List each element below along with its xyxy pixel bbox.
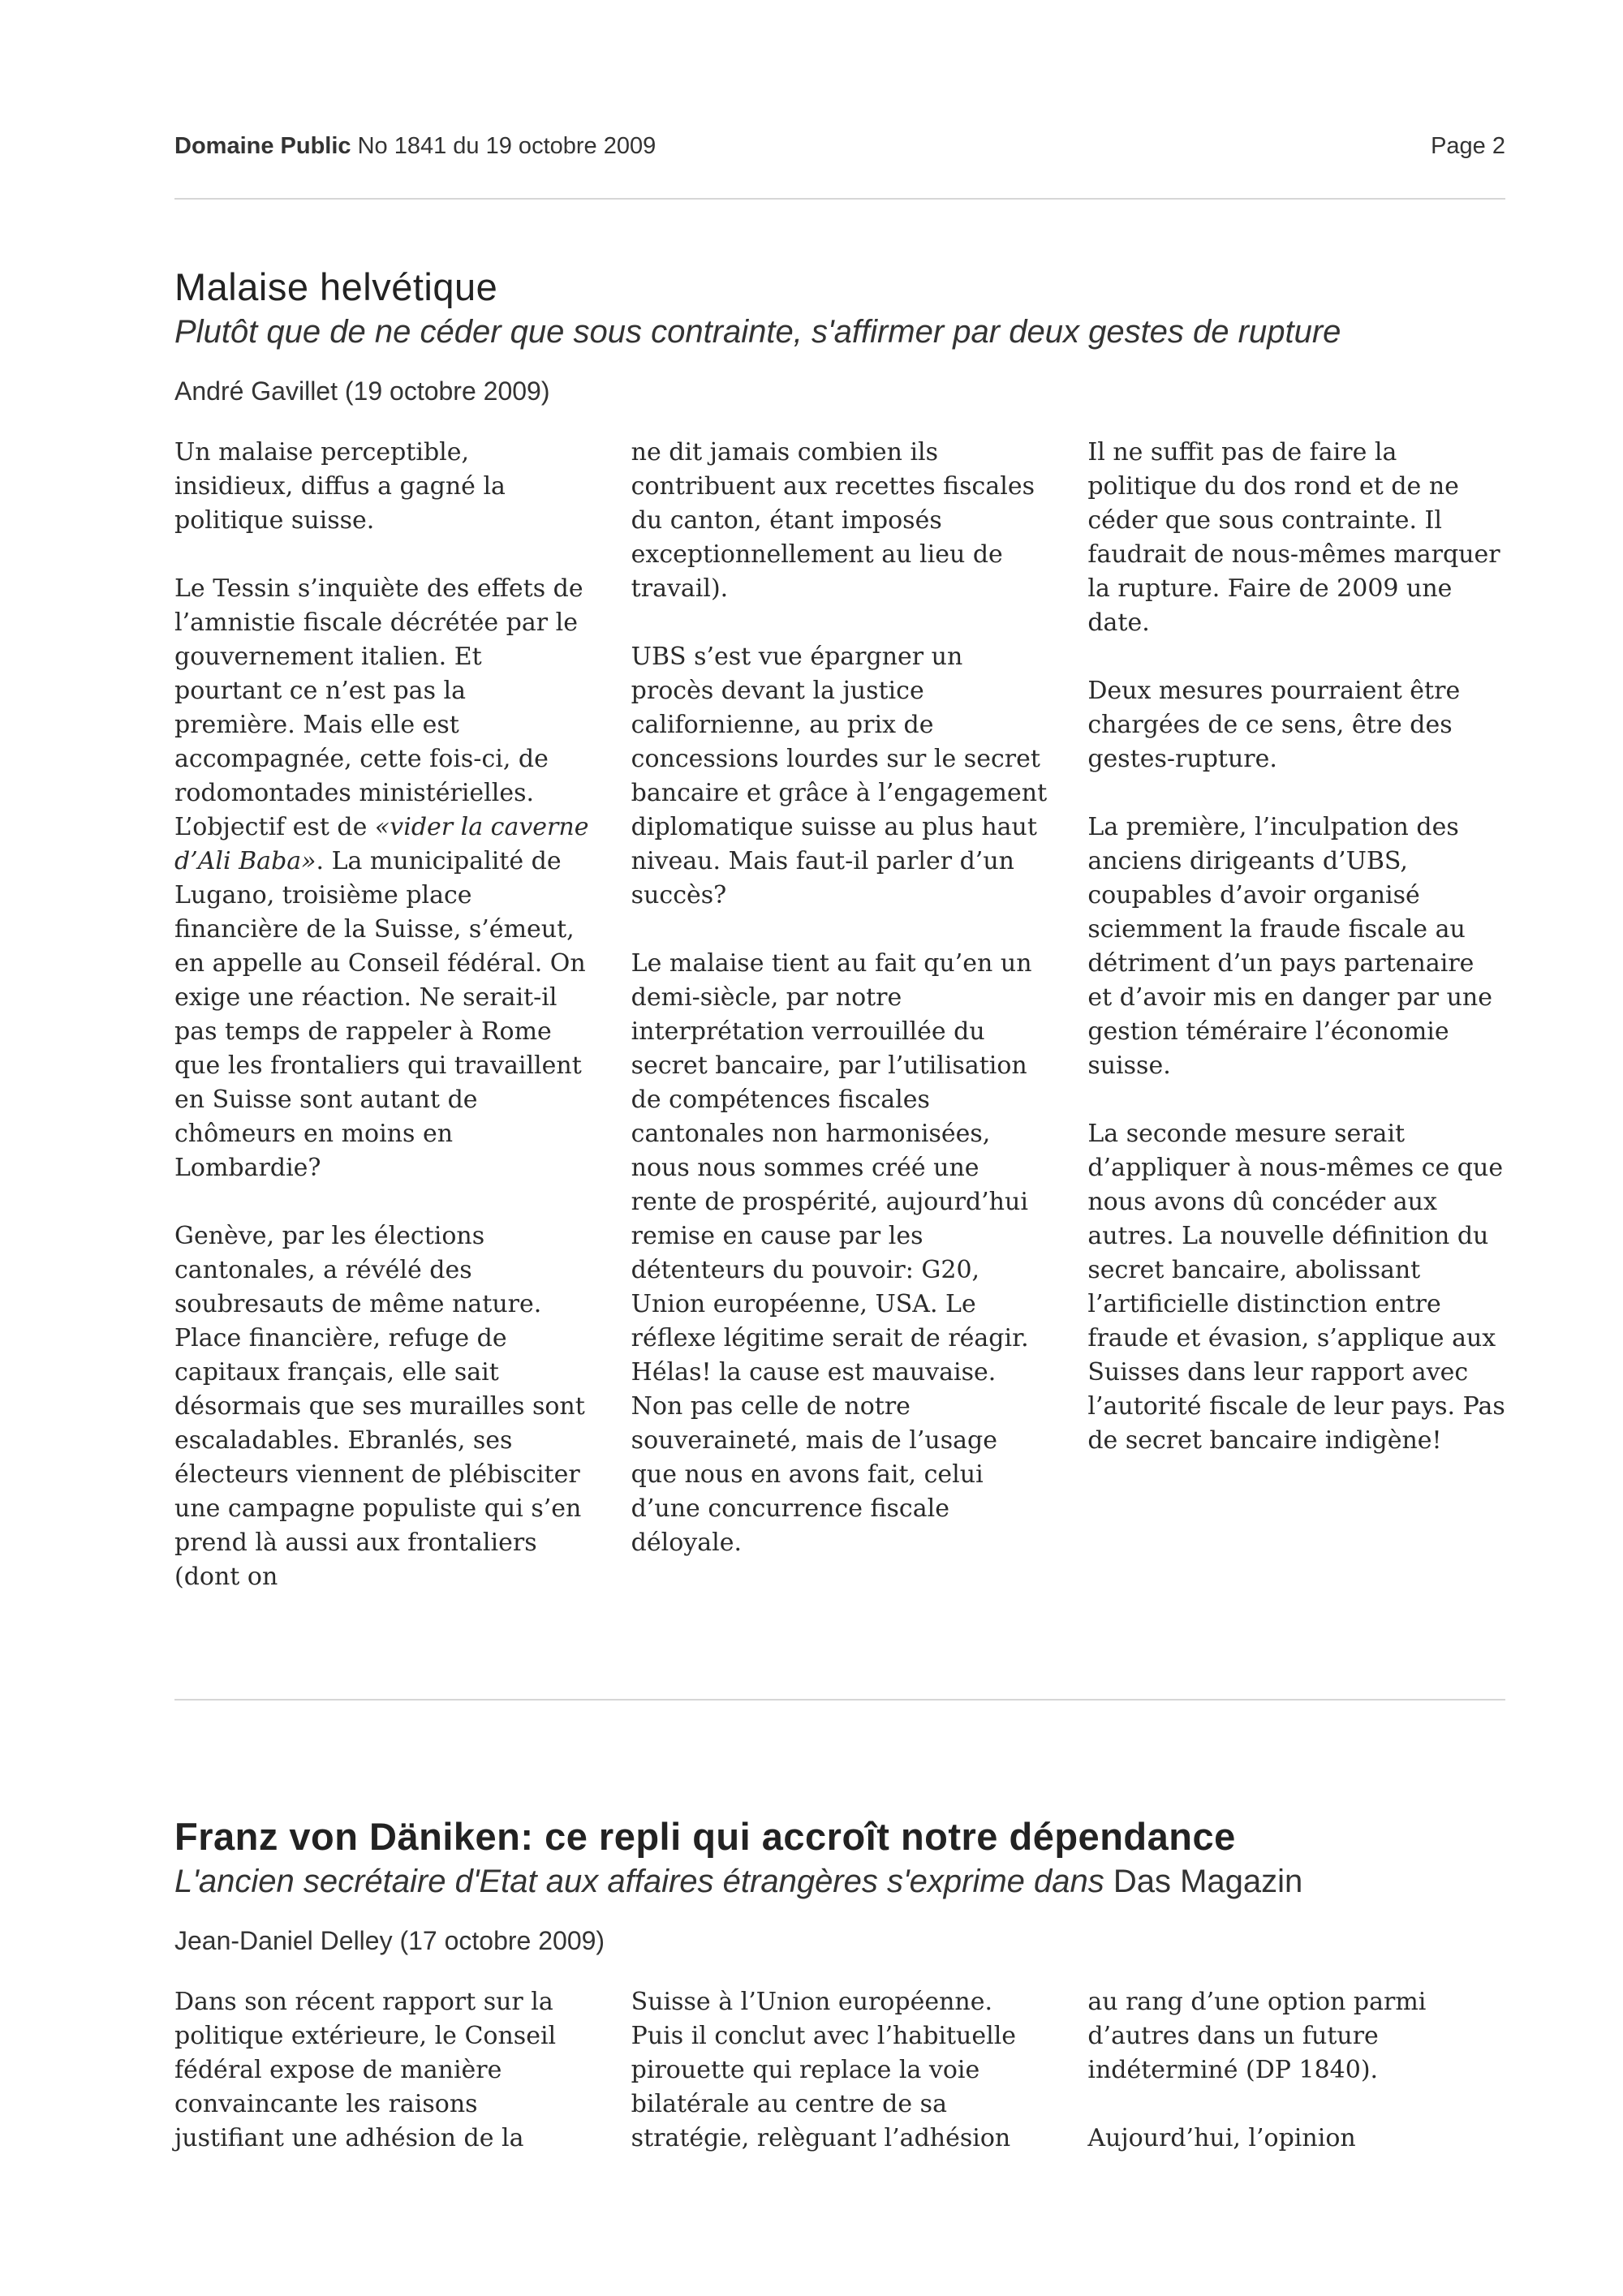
magazine-name: Das Magazin <box>1113 1864 1303 1899</box>
paragraph: au rang d’une option parmi d’autres dans un future indéterminé (DP 1840). <box>1087 1988 1427 2084</box>
article-subtitle: Plutôt que de ne céder que sous contrainte, s'affirmer par deux gestes de rupture <box>174 314 1341 350</box>
paragraph: Le malaise tient au fait qu’en un demi-siècle, par notre interprétation verrouillée du secret bancaire, par l’utilisation de compétences fiscales cantonales non harmonisées, nous nous sommes créé une rente de prospérité, aujourd’hui remise en cause par les détenteurs du pouvoir: G20, Union européenne, USA. Le réflexe légitime serait de réagir. Hélas! la cause est mauvaise. Non pas celle de notre souveraineté, mais de l’usage que nous en avons fait, celui d’une concurrence fiscale déloyale. <box>631 949 1032 1557</box>
paragraph: Aujourd’hui, l’opinion <box>1087 2124 1356 2152</box>
paragraph: Suisse à l’Union européenne. Puis il conclut avec l’habituelle pirouette qui replace la voie bilatérale au centre de sa stratégie, relèguant l’adhésion <box>631 1988 1017 2152</box>
article-malaise-helvetique <box>174 264 1505 1594</box>
paragraph <box>174 572 592 1185</box>
paragraph: UBS s’est vue épargner un procès devant la justice californienne, au prix de concessions lourdes sur le secret bancaire et grâce à l’engagement diplomatique suisse au plus haut niveau. Mais faut-il parler d’un succès? <box>631 643 1048 909</box>
paragraph: Dans son récent rapport sur la politique extérieure, le Conseil fédéral expose de manière convaincante les raisons justifiant une adhésion de la <box>174 1988 557 2152</box>
paragraph: Il ne suffit pas de faire la politique du dos rond et de ne céder que sous contrainte. Il faudrait de nous-mêmes marquer la rupture. Faire de 2009 une date. <box>1087 438 1500 637</box>
article-title: Malaise helvétique <box>174 265 498 308</box>
subtitle-text: L'ancien secrétaire d'Etat aux affaires étrangères s'exprime dans <box>174 1864 1113 1899</box>
page-number: Page 2 <box>1431 133 1505 159</box>
column-3 <box>1087 436 1505 1594</box>
paragraph-text: Le Tessin s’inquiète des effets de l’amnistie fiscale décrétée par le gouvernement italien. Et pourtant ce n’est pas la première. Mais elle est accompagnée, cette fois-ci, de rodomontades ministérielles. L’objectif est de <box>174 574 583 841</box>
paragraph: La première, l’inculpation des anciens dirigeants d’UBS, coupables d’avoir organisé sciemment la fraude fiscale au détriment d’un pays partenaire et d’avoir mis en danger par une gestion téméraire l’économie suisse. <box>1087 813 1492 1080</box>
article-byline: Jean-Daniel Delley (17 octobre 2009) <box>174 1926 605 1955</box>
page-header <box>174 133 1505 160</box>
article-subtitle <box>174 1860 1505 1903</box>
article-divider <box>174 1699 1505 1701</box>
publication-name: Domaine Public <box>174 133 351 159</box>
column-3 <box>1087 1985 1505 2156</box>
article-title: Franz von Däniken: ce repli qui accroît notre dépendance <box>174 1815 1236 1858</box>
column-2 <box>631 436 1049 1594</box>
paragraph: Un malaise perceptible, insidieux, diffus a gagné la politique suisse. <box>174 438 506 535</box>
article-columns <box>174 1985 1505 2156</box>
article-columns <box>174 436 1505 1594</box>
column-2 <box>631 1985 1049 2156</box>
header-divider <box>174 198 1505 200</box>
paragraph: Deux mesures pourraient être chargées de ce sens, être des gestes-rupture. <box>1087 677 1461 773</box>
column-1 <box>174 1985 592 2156</box>
paragraph: La seconde mesure serait d’appliquer à nous-mêmes ce que nous avons dû concéder aux autres. La nouvelle définition du secret bancaire, abolissant l’artificielle distinction entre fraude et évasion, s’applique aux Suisses dans leur rapport avec l’autorité fiscale de leur pays. Pas de secret bancaire indigène! <box>1087 1120 1505 1455</box>
issue-info: No 1841 du 19 octobre 2009 <box>357 133 657 159</box>
paragraph: ne dit jamais combien ils contribuent aux recettes fiscales du canton, étant imposés exceptionnellement au lieu de travail). <box>631 438 1035 603</box>
paragraph: Genève, par les élections cantonales, a révélé des soubresauts de même nature. Place financière, refuge de capitaux français, elle sait désormais que ses murailles sont escaladables. Ebranlés, ses électeurs viennent de plébisciter une campagne populiste qui s’en prend là aussi aux frontaliers (dont on <box>174 1222 585 1591</box>
article-franz-von-daniken <box>174 1814 1505 2156</box>
quote: «vider la caverne d’Ali Baba» <box>174 813 589 875</box>
article-byline: André Gavillet (19 octobre 2009) <box>174 376 550 406</box>
column-1 <box>174 436 592 1594</box>
paragraph-text: . La municipalité de Lugano, troisième place financière de la Suisse, s’émeut, en appelle au Conseil fédéral. On exige une réaction. Ne serait-il pas temps de rappeler à Rome que les frontaliers qui travaillent en Suisse sont autant de chômeurs en moins en Lombardie? <box>174 847 586 1182</box>
